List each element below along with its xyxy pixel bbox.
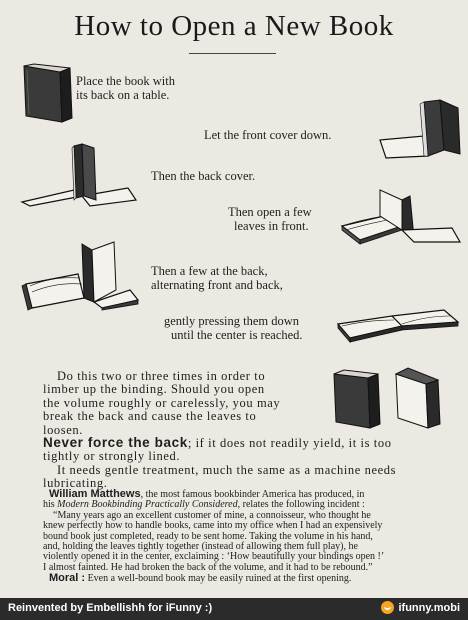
credit-text: Reinvented by Embellishh for iFunny :) bbox=[8, 602, 213, 614]
books-standing-illustration bbox=[330, 366, 448, 432]
smiley-icon bbox=[381, 601, 394, 614]
page-title: How to Open a New Book bbox=[74, 10, 394, 42]
ifunny-link-text: ifunny.mobi bbox=[398, 601, 460, 614]
quote-author: William Matthews bbox=[49, 488, 141, 500]
step-5-text: Then a few at the back, alternating front and back, bbox=[151, 264, 283, 292]
step-6-text: gently pressing them down until the center is reached. bbox=[164, 314, 303, 342]
book-title: Modern Bookbinding Practically Considered bbox=[57, 499, 238, 511]
step-1-text: Place the book with its back on a table. bbox=[76, 74, 175, 102]
footer-bar bbox=[0, 598, 468, 620]
ifunny-link[interactable] bbox=[381, 601, 460, 614]
book-closed-illustration bbox=[18, 64, 78, 126]
few-at-back-illustration bbox=[22, 240, 142, 310]
step-4-text: Then open a few leaves in front. bbox=[228, 205, 312, 233]
open-book-flat-illustration bbox=[336, 304, 462, 348]
back-cover-down-illustration bbox=[20, 142, 138, 208]
step-3-text: Then the back cover. bbox=[151, 169, 256, 183]
few-leaves-front-illustration bbox=[340, 186, 464, 256]
quote-paragraph: William Matthews, the most famous bookbinder America has produced, in his Modern Bookbinding Practically Considered, relates the following incident : “Many years ago an excellent customer of mine, a connoisseur, who thought he knew perfectly how to handle books, came into my office when I had an expensively bound book just completed, ready to be sent home. Taking the volume in his hand, and, holding the leaves tightly together (instead of allowing them full play), he violently opened it in the center, exclaiming : ‘How beautifully your bindings open !’ I almost fainted. He had broken the back of the volume, and it had to be rebound.” Moral : Even a well-bound book may be easily ruined at the first opening. bbox=[43, 488, 385, 585]
title-rule bbox=[189, 53, 276, 54]
front-cover-down-illustration bbox=[378, 98, 462, 160]
moral-label: Moral : bbox=[49, 572, 86, 585]
step-2-text: Let the front cover down. bbox=[204, 128, 332, 142]
never-force-heading: Never force the back bbox=[43, 435, 188, 450]
never-force-paragraph: Never force the back; if it does not readily yield, it is too tightly or strongly lined. It needs gentle treatment, much the same as a machine needs lubricating. bbox=[43, 435, 397, 491]
advice-paragraph: Do this two or three times in order to limber up the binding. Should you open the volume roughly or carelessly, you may break the back and cause the leaves to loosen. bbox=[43, 369, 281, 437]
